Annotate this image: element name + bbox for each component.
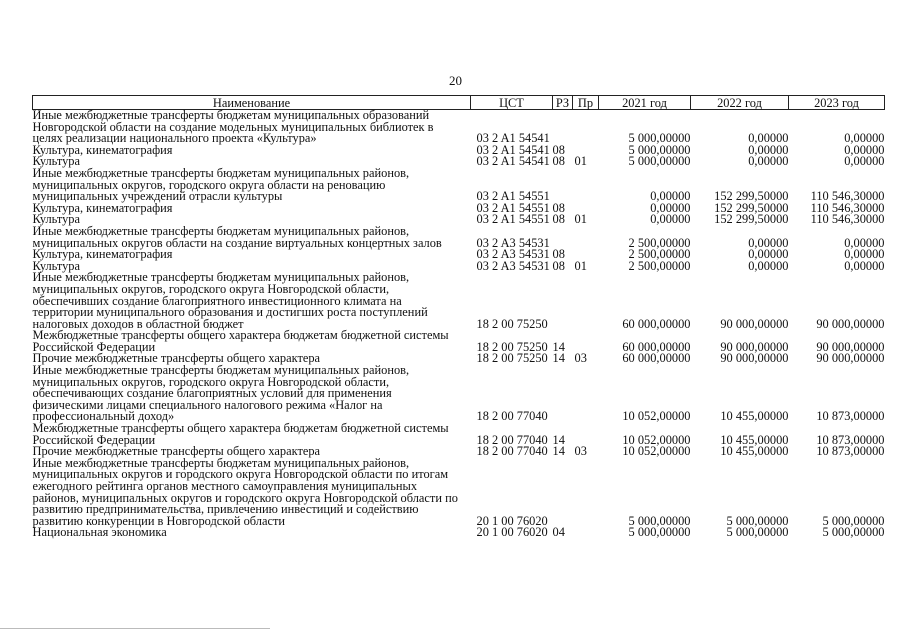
cell-y2022: 10 455,00000 — [720, 409, 789, 424]
table-row — [33, 330, 885, 353]
cell-y2023: 90 000,00000 — [816, 339, 885, 354]
cell-csr: 20 1 00 76020 — [476, 513, 548, 528]
header-2023: 2023 год — [789, 96, 885, 110]
header-2021: 2021 год — [599, 96, 691, 110]
cell-y2021: 5 000,00000 — [628, 525, 691, 540]
cell-y2021: 10 052,00000 — [622, 444, 691, 459]
table-row — [33, 458, 885, 528]
cell-y2023: 0,00000 — [844, 258, 885, 273]
cell-pr — [573, 458, 599, 528]
page-bottom-rule — [0, 628, 270, 629]
cell-y2021: 5 000,00000 — [628, 513, 691, 528]
cell-name: Культура, кинематография — [32, 142, 173, 157]
cell-y2023: 0,00000 — [844, 154, 885, 169]
cell-rz — [553, 458, 573, 528]
cell-rz: 08 — [552, 200, 565, 215]
cell-name: Межбюджетные трансферты общего характера бюджетам бюджетной системы Российской Федерации — [32, 421, 449, 447]
cell-rz — [553, 226, 573, 249]
cell-rz: 08 — [552, 247, 565, 262]
cell-name: Иные межбюджетные трансферты бюджетам муниципальных районов, муниципальных округов, городского округа Новгородской области, обеспечивших создание благоприятного инвестиционного климата на территории муниципального образования и достигших роста поступлений налоговых доходов в областной бюджет — [32, 270, 428, 331]
cell-y2022: 0,00000 — [748, 142, 789, 157]
cell-csr: 03 2 A1 54541 — [476, 142, 550, 157]
cell-y2022: 90 000,00000 — [720, 351, 789, 366]
cell-name: Культура — [32, 212, 80, 227]
cell-name: Культура, кинематография — [32, 247, 173, 262]
cell-y2021: 60 000,00000 — [622, 351, 691, 366]
cell-pr: 03 — [574, 444, 587, 459]
cell-pr — [573, 365, 599, 423]
cell-y2022: 0,00000 — [748, 258, 789, 273]
cell-csr: 03 2 A1 54541 — [476, 154, 550, 169]
cell-pr — [573, 330, 599, 353]
cell-name: Прочие межбюджетные трансферты общего характера — [32, 351, 321, 366]
cell-csr: 03 2 A3 54531 — [476, 258, 550, 273]
cell-csr: 03 2 A1 54551 — [476, 200, 550, 215]
cell-pr: 03 — [574, 351, 587, 366]
cell-y2021: 5 000,00000 — [628, 131, 691, 146]
cell-y2023: 10 873,00000 — [816, 432, 885, 447]
cell-y2023: 110 546,30000 — [810, 212, 885, 227]
cell-y2021: 0,00000 — [650, 189, 691, 204]
cell-y2021: 10 052,00000 — [622, 432, 691, 447]
cell-pr — [573, 168, 599, 203]
cell-rz — [553, 365, 573, 423]
cell-name: Культура, кинематография — [32, 200, 173, 215]
cell-csr: 03 2 A1 54541 — [476, 131, 550, 146]
cell-y2021: 5 000,00000 — [628, 154, 691, 169]
cell-y2023: 110 546,30000 — [810, 200, 885, 215]
cell-y2022: 152 299,50000 — [714, 189, 789, 204]
table-row — [33, 527, 885, 539]
cell-pr — [573, 527, 599, 539]
cell-name: Культура — [32, 258, 80, 273]
cell-y2021: 5 000,00000 — [628, 142, 691, 157]
header-name: Наименование — [33, 96, 471, 110]
cell-y2022: 0,00000 — [748, 154, 789, 169]
cell-y2022: 152 299,50000 — [714, 200, 789, 215]
cell-y2023: 0,00000 — [844, 235, 885, 250]
cell-rz: 08 — [552, 258, 565, 273]
table-row — [33, 272, 885, 330]
cell-rz: 08 — [552, 212, 565, 227]
table-row — [33, 423, 885, 446]
cell-pr: 01 — [574, 258, 587, 273]
cell-name: Иные межбюджетные трансферты бюджетам муниципальных районов, муниципальных округов области на создание виртуальных концертных залов — [32, 223, 442, 250]
cell-pr — [573, 110, 599, 145]
cell-y2022: 90 000,00000 — [720, 316, 789, 331]
cell-pr — [573, 226, 599, 249]
cell-y2022: 5 000,00000 — [726, 525, 789, 540]
cell-y2021: 60 000,00000 — [622, 339, 691, 354]
cell-csr: 03 2 A3 54531 — [476, 247, 550, 262]
cell-name: Национальная экономика — [32, 525, 167, 540]
cell-name: Иные межбюджетные трансферты бюджетам муниципальных образований Новгородской области на создание модельных муниципальных библиотек в целях реализации национального проекта «Культура» — [32, 108, 434, 146]
cell-name: Культура — [32, 154, 80, 169]
cell-y2023: 10 873,00000 — [816, 444, 885, 459]
table-row — [33, 226, 885, 249]
budget-table — [32, 95, 885, 539]
table-row — [33, 365, 885, 423]
cell-y2022: 0,00000 — [748, 235, 789, 250]
cell-csr: 03 2 A1 54551 — [476, 189, 550, 204]
cell-pr — [573, 423, 599, 446]
cell-name: Межбюджетные трансферты общего характера бюджетам бюджетной системы Российской Федерации — [32, 328, 449, 354]
cell-y2021: 2 500,00000 — [628, 235, 691, 250]
cell-y2021: 0,00000 — [650, 212, 691, 227]
cell-rz: 14 — [552, 339, 565, 354]
cell-rz: 08 — [552, 154, 565, 169]
cell-y2022: 0,00000 — [748, 247, 789, 262]
cell-y2023: 10 873,00000 — [816, 409, 885, 424]
cell-y2022: 5 000,00000 — [726, 513, 789, 528]
table-row — [33, 168, 885, 203]
cell-name: Прочие межбюджетные трансферты общего характера — [32, 444, 321, 459]
cell-csr: 18 2 00 77040 — [476, 444, 548, 459]
cell-rz — [553, 272, 573, 330]
cell-y2023: 90 000,00000 — [816, 351, 885, 366]
cell-csr: 03 2 A3 54531 — [476, 235, 550, 250]
cell-y2021: 60 000,00000 — [622, 316, 691, 331]
cell-y2023: 0,00000 — [844, 247, 885, 262]
cell-pr — [573, 272, 599, 330]
cell-y2022: 90 000,00000 — [720, 339, 789, 354]
cell-csr: 20 1 00 76020 — [476, 525, 548, 540]
header-csr: ЦСТ — [471, 96, 553, 110]
cell-rz: 08 — [552, 142, 565, 157]
page-number: 20 — [449, 73, 462, 88]
cell-csr: 03 2 A1 54551 — [476, 212, 550, 227]
cell-y2021: 0,00000 — [650, 200, 691, 215]
cell-name: Иные межбюджетные трансферты бюджетам муниципальных районов, муниципальных округов и городского округа Новгородской области по итогам ежегодного рейтинга органов местного самоуправления муниципальных районов, муниципальных округов и городского округа Новгородской области по развитию предпринимательства, привлечению инвестиций и содействию развитию конкуренции в Новгородской области — [32, 455, 458, 528]
cell-y2022: 0,00000 — [748, 131, 789, 146]
cell-rz: 14 — [552, 444, 565, 459]
cell-name: Иные межбюджетные трансферты бюджетам муниципальных районов, муниципальных округов, городского округа области на реновацию муниципальных учреждений отрасли культуры — [32, 165, 410, 204]
cell-rz: 14 — [552, 432, 565, 447]
cell-y2023: 0,00000 — [844, 142, 885, 157]
cell-y2022: 10 455,00000 — [720, 444, 789, 459]
cell-y2021: 2 500,00000 — [628, 258, 691, 273]
cell-csr: 18 2 00 77040 — [476, 409, 548, 424]
cell-y2022: 10 455,00000 — [720, 432, 789, 447]
cell-y2023: 5 000,00000 — [822, 525, 885, 540]
header-pr: Пр — [573, 96, 599, 110]
cell-rz: 04 — [552, 525, 565, 540]
cell-csr: 18 2 00 77040 — [476, 432, 548, 447]
table-row — [33, 110, 885, 145]
cell-y2023: 5 000,00000 — [822, 513, 885, 528]
cell-y2023: 90 000,00000 — [816, 316, 885, 331]
cell-y2022: 152 299,50000 — [714, 212, 789, 227]
cell-csr: 18 2 00 75250 — [476, 339, 548, 354]
cell-name: Иные межбюджетные трансферты бюджетам муниципальных районов, муниципальных округов, городского округа Новгородской области, обеспечивающих создание благоприятных условий для применения физическими лицами специального налогового режима «Налог на профессиональный доход» — [32, 363, 410, 424]
header-rz: РЗ — [553, 96, 573, 110]
cell-csr: 18 2 00 75250 — [476, 351, 548, 366]
header-2022: 2022 год — [691, 96, 789, 110]
cell-rz — [553, 168, 573, 203]
cell-y2021: 10 052,00000 — [622, 409, 691, 424]
cell-y2021: 2 500,00000 — [628, 247, 691, 262]
cell-rz: 14 — [552, 351, 565, 366]
cell-csr: 18 2 00 75250 — [476, 316, 548, 331]
cell-y2023: 110 546,30000 — [810, 189, 885, 204]
cell-pr: 01 — [574, 154, 587, 169]
cell-pr: 01 — [574, 212, 587, 227]
cell-rz — [553, 110, 573, 145]
cell-y2023: 0,00000 — [844, 131, 885, 146]
